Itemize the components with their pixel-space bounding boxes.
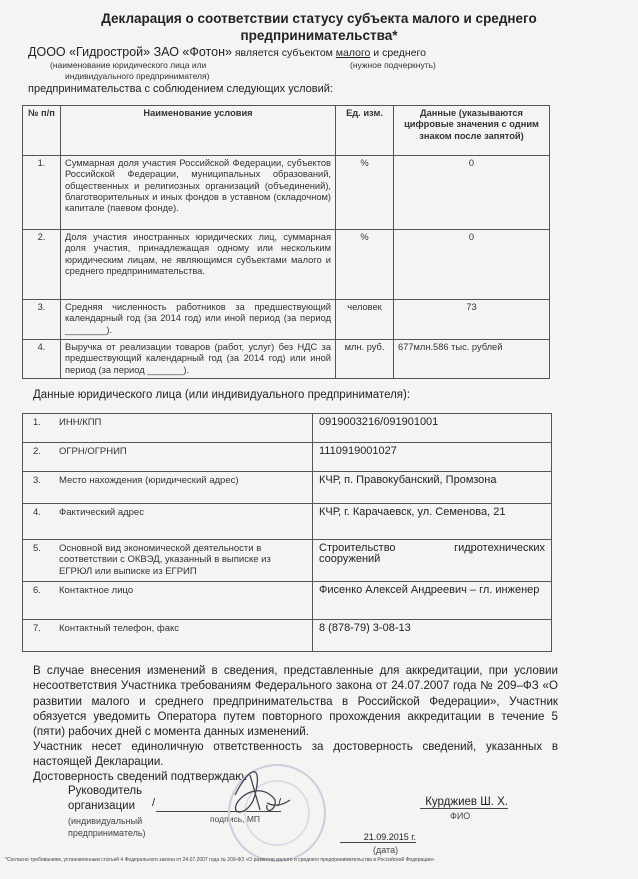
label-text: ИНН/КПП <box>59 417 102 428</box>
value: 0 <box>394 230 550 300</box>
table-row <box>23 300 550 340</box>
row-number: 2. <box>33 446 41 457</box>
slash-right: / <box>278 797 282 809</box>
condition-name: Доля участия иностранных юридических лиц, суммарная доля участия, принадлежащая одному или нескольким юридическим лицам, не являющимся субъектами малого и среднего предпринимательства. <box>61 230 336 300</box>
row-number: 5. <box>33 543 41 554</box>
entity-heading: Данные юридического лица (или индивидуального предпринимателя): <box>33 389 411 401</box>
title-line-1: Декларация о соответствии статусу субъекта малого и среднего <box>101 11 537 26</box>
label-text: Фактический адрес <box>59 507 144 518</box>
table-row <box>23 156 550 230</box>
label-text: Основной вид экономической деятельности в соответствии с ОКВЭД, указанный в выписке из ЕГРЮЛ или выписке из ЕГРИП <box>59 543 271 577</box>
sign-hint: подпись, МП <box>210 814 261 824</box>
entity-value: Фисенко Алексей Андреевич – гл. инженер <box>313 582 552 620</box>
intro-text: является субъектом <box>231 47 336 59</box>
unit: % <box>336 156 394 230</box>
intro-continuation: предпринимательства с соблюдением следующих условий: <box>28 83 333 95</box>
row-number: 7. <box>33 623 41 634</box>
value: 677млн.586 тыс. рублей <box>394 340 550 379</box>
table-row <box>23 340 550 379</box>
entity-value: 0919003216/091901001 <box>313 414 552 443</box>
col-header: Данные (указываются цифровые значения с одним знаком после запятой) <box>394 106 550 156</box>
unit: % <box>336 230 394 300</box>
value: 73 <box>394 300 550 340</box>
table-row <box>23 230 550 300</box>
date-hint: (дата) <box>373 845 399 855</box>
table-row <box>23 443 552 472</box>
entity-label <box>23 540 313 582</box>
responsibility-paragraph: Участник несет единоличную ответственность за достоверность сведений, указанных в настоящей Декларации. <box>33 740 558 769</box>
entity-label <box>23 414 313 443</box>
table-row <box>23 414 552 443</box>
entity-label <box>23 472 313 504</box>
stamp-and-signature <box>205 755 335 865</box>
unit: человек <box>336 300 394 340</box>
role-line: предприниматель) <box>68 828 146 838</box>
title-line-2: предпринимательства* <box>240 28 398 43</box>
table-row <box>23 472 552 504</box>
condition-name: Средняя численность работников за предшествующий календарный год (за 2014 год) или иной период (за период ________). <box>61 300 336 340</box>
sign-date: 21.09.2015 г. <box>340 832 416 843</box>
director-name: Курджиев Ш. Х. <box>420 796 508 809</box>
table-row <box>23 620 552 652</box>
small-underlined: малого <box>335 47 371 59</box>
col-header: Ед. изм. <box>336 106 394 156</box>
role-hint <box>68 815 146 839</box>
entity-label <box>23 582 313 620</box>
row-number: 3. <box>33 475 41 486</box>
label-text: ОГРН/ОГРНИП <box>59 446 127 457</box>
label-text: Место нахождения (юридический адрес) <box>59 475 239 486</box>
row-number: 4. <box>23 340 61 379</box>
entity-value: Строительство гидротехнических сооружений <box>313 540 552 582</box>
entity-value: 1110919001027 <box>313 443 552 472</box>
entity-label <box>23 504 313 540</box>
table-row <box>23 582 552 620</box>
entity-value: КЧР, г. Карачаевск, ул. Семенова, 21 <box>313 504 552 540</box>
table-row <box>23 540 552 582</box>
condition-name: Суммарная доля участия Российской Федерации, субъектов Российской Федерации, муниципальных образований, общественных и религиозных организаций (объединений), благотворительных и иных фондов в уставном (складочном) капитале (паевом фонде). <box>61 156 336 230</box>
role-line: (индивидуальный <box>68 816 143 826</box>
role-line: Руководитель <box>68 785 143 797</box>
confirm-text: Достоверность сведений подтверждаю. <box>33 770 248 783</box>
slash-left: / <box>152 797 156 809</box>
intro-text-2: и среднего <box>370 47 426 59</box>
company-name: ДООО «Гидрострой» ЗАО «Фотон» <box>28 45 232 59</box>
hint-name-2: индивидуального предпринимателя) <box>65 71 210 81</box>
row-number: 6. <box>33 585 41 596</box>
row-number: 4. <box>33 507 41 518</box>
label-text: Контактный телефон, факс <box>59 623 180 634</box>
col-header: № п/п <box>23 106 61 156</box>
col-header: Наименование условия <box>61 106 336 156</box>
row-number: 1. <box>33 417 41 428</box>
label-text: Контактное лицо <box>59 585 134 596</box>
table-row <box>23 504 552 540</box>
changes-paragraph: В случае внесения изменений в сведения, представленные для аккредитации, при условии несоответствия Участника требованиям Федерального закона от 24.07.2007 года № 209–ФЗ «О развитии малого и среднего предпринимательства в Российской Федерации», Участник обязуется уведомить Оператора путем повторного прохождения аккредитации в течение 5 (пяти) рабочих дней с момента данных изменений. <box>33 664 558 739</box>
entity-label <box>23 443 313 472</box>
footnote: *Согласно требованиям, установленным статьей 4 Федерального закона от 24.07.2007 года № 209-ФЗ «О развитии малого и среднего предпринимательства в Российской Федерации» <box>5 857 435 863</box>
role-line: организации <box>68 800 136 812</box>
conditions-table <box>22 105 550 379</box>
row-number: 3. <box>23 300 61 340</box>
hint-underline: (нужное подчеркнуть) <box>350 60 436 70</box>
entity-label <box>23 620 313 652</box>
hint-name-1: (наименование юридического лица или <box>50 60 207 70</box>
unit: млн. руб. <box>336 340 394 379</box>
condition-name: Выручка от реализации товаров (работ, услуг) без НДС за предшествующий календарный год (за 2014 год) или иной период (за период _______). <box>61 340 336 379</box>
intro-line <box>28 45 426 59</box>
value: 0 <box>394 156 550 230</box>
row-number: 2. <box>23 230 61 300</box>
row-number: 1. <box>23 156 61 230</box>
name-hint: ФИО <box>450 811 471 821</box>
entity-table <box>22 413 552 652</box>
entity-value: 8 (878-79) 3-08-13 <box>313 620 552 652</box>
role-label <box>68 784 142 814</box>
entity-value: КЧР, п. Правокубанский, Промзона <box>313 472 552 504</box>
